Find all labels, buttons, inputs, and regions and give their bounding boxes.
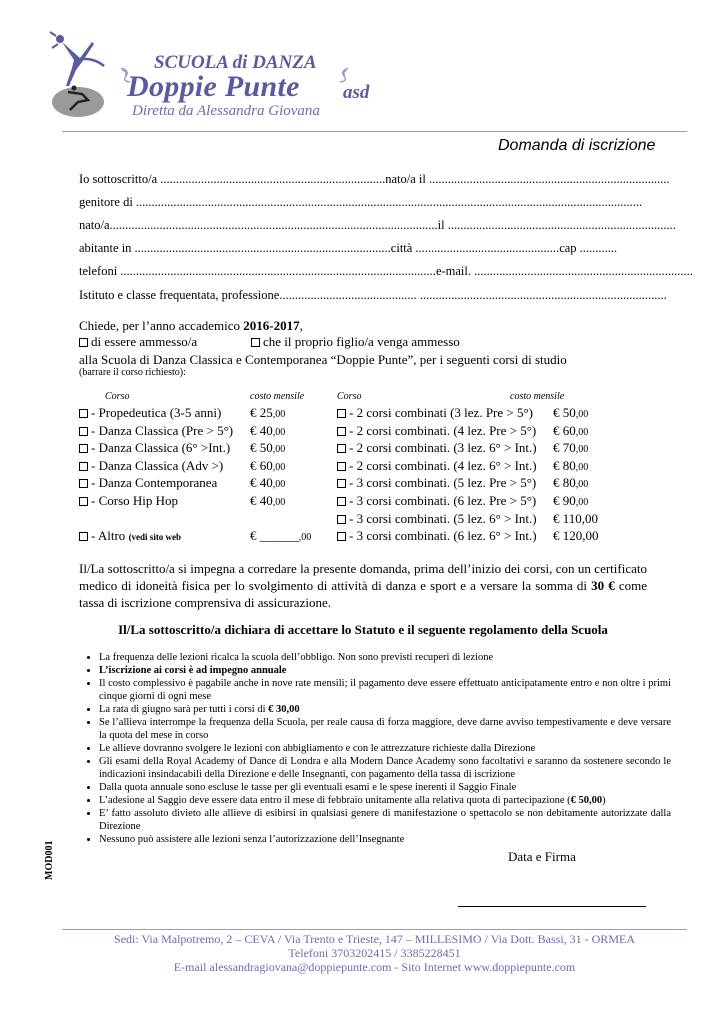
course-altro-price	[250, 528, 311, 544]
rule-item	[99, 742, 671, 755]
field-citta[interactable]: città ..............................................	[390, 241, 560, 255]
checkbox-icon[interactable]	[337, 409, 346, 418]
course-name: - 2 corsi combinati. (3 lez. 6° > Int.)	[349, 440, 537, 456]
course-price-value: € 40	[250, 475, 273, 491]
rule-item	[99, 651, 671, 664]
rule-text: E’ fatto assoluto divieto alle allieve di esibirsi in qualsiasi genere di manifestazione o spettacolo se non debitamente autorizzate dalla Direzione	[99, 808, 671, 832]
course-option[interactable]	[79, 440, 230, 456]
form-line-birth	[79, 218, 676, 233]
course-cents: ,00	[575, 497, 589, 508]
commitment-paragraph	[79, 560, 647, 611]
course-note: (vedi sito web	[128, 532, 182, 542]
course-name: - Corso Hip Hop	[91, 493, 179, 508]
course-price	[553, 493, 588, 509]
page-title: Domanda di iscrizione	[498, 137, 656, 154]
school-asd: asd	[343, 82, 370, 103]
course-option[interactable]	[79, 475, 217, 491]
course-name: - 3 corsi combinati. (6 lez. 6° > Int.)	[349, 528, 537, 544]
course-cents: ,00	[272, 444, 286, 456]
request-end: ,	[299, 318, 303, 333]
course-name: - 2 corsi combinati. (4 lez. 6° > Int.)	[349, 457, 537, 473]
field-email[interactable]: e-mail. ......................................................................	[435, 264, 693, 278]
course-price	[250, 440, 285, 456]
header-divider	[62, 131, 687, 132]
course-cents: ,00	[272, 479, 286, 491]
rule-amount: € 50,00	[570, 795, 603, 806]
mod-code: MOD001	[44, 840, 55, 880]
course-price-value: € 60	[250, 457, 273, 473]
course-price-value: € 40	[250, 422, 273, 438]
course-option[interactable]	[337, 511, 537, 527]
rule-text: Se l’allieva interrompe la frequenza della Scuola, per reale causa di forza maggiore, deve darne avviso tempestivamente e deve versare la quota del mese in corso	[99, 717, 671, 741]
form-line-parent	[79, 195, 643, 210]
rule-item	[99, 755, 671, 781]
course-price	[553, 405, 588, 421]
checkbox-icon[interactable]	[337, 515, 346, 524]
course-name: - Danza Contemporanea	[91, 475, 218, 491]
field-abitante[interactable]: abitante in ..................................................................................	[79, 241, 391, 255]
course-price	[553, 511, 598, 527]
course-price-value: € 60	[553, 422, 576, 438]
footer-email: E-mail alessandragiovana@doppiepunte.com - Sito Internet www.doppiepunte.com	[173, 960, 576, 974]
field-genitore[interactable]: genitore di ..................................................................................................................................................................	[79, 195, 643, 209]
footer-phones: Telefoni 3703202415 / 3385228451	[288, 946, 461, 960]
course-price-value: € 120,00	[553, 528, 599, 544]
course-price-value: € 40	[250, 493, 273, 508]
course-name: - 2 corsi combinati (3 lez. Pre > 5°)	[349, 405, 534, 420]
course-price	[553, 458, 588, 474]
signature-label: Data e Firma	[508, 849, 576, 864]
rule-item	[99, 716, 671, 742]
col-header-cost-right: costo mensile	[510, 391, 565, 402]
course-option[interactable]	[337, 423, 536, 439]
school-director: Diretta da Alessandra Giovana	[132, 103, 320, 119]
field-professione[interactable]: Istituto e classe frequentata, professione............................................ ...............................................................................	[79, 288, 667, 302]
checkbox-icon[interactable]	[337, 462, 346, 471]
col-header-course-left: Corso	[105, 391, 130, 402]
rule-item	[99, 833, 671, 846]
footer-divider	[62, 929, 687, 930]
course-name: - Danza Classica (Adv >)	[91, 457, 224, 473]
course-option[interactable]	[337, 528, 537, 544]
course-price-value: € 110,00	[553, 510, 599, 526]
checkbox-icon[interactable]	[79, 427, 88, 436]
course-cents: ,00	[575, 409, 589, 420]
course-price-value: € 50	[553, 405, 576, 420]
course-name: - Danza Classica (6° >Int.)	[91, 440, 231, 456]
request-text: Chiede, per l’anno accademico	[79, 318, 244, 333]
course-price-value: € 80	[553, 475, 576, 491]
signature-line[interactable]	[458, 906, 646, 907]
checkbox-icon[interactable]	[79, 338, 88, 347]
course-cents: ,00	[298, 532, 312, 543]
rule-text: Le allieve dovranno svolgere le lezioni con abbigliamento e con le attrezzature richieste dalla Direzione	[99, 743, 536, 754]
checkbox-icon[interactable]	[337, 444, 346, 453]
form-line-profession	[79, 288, 667, 303]
course-price	[553, 423, 588, 439]
course-option[interactable]	[79, 405, 221, 421]
checkbox-icon[interactable]	[337, 427, 346, 436]
field-cap[interactable]: cap ............	[559, 241, 618, 255]
field-il[interactable]: il .........................................................................	[437, 218, 676, 232]
course-cents: ,00	[272, 497, 286, 508]
course-option[interactable]	[337, 440, 537, 456]
course-name: - Propedeutica (3-5 anni)	[91, 405, 222, 420]
rule-text: L’adesione al Saggio deve essere data entro il mese di febbraio unitamente alla relativa quota di partecipazione (	[99, 795, 571, 806]
commitment-text: Il/La sottoscritto/a si impegna a corredare la presente domanda, prima dell’inizio dei corsi, con un certificato medico di idoneità fisica per lo svolgimento di attività di danza e sport e a versare la somma di	[79, 561, 647, 593]
course-price-value: € 50	[250, 440, 273, 456]
course-name: - 3 corsi combinati. (6 lez. Pre > 5°)	[349, 493, 537, 508]
course-name: - 3 corsi combinati. (5 lez. Pre > 5°)	[349, 475, 537, 491]
rule-text: La frequenza delle lezioni ricalca la scuola dell’obbligo. Non sono previsti recuperi di lezione	[99, 652, 494, 663]
course-price-value: € 25	[250, 405, 273, 420]
course-cents: ,00	[575, 426, 589, 438]
field-telefoni[interactable]: telefoni .....................................................................................................	[79, 264, 436, 278]
course-name: - 3 corsi combinati. (5 lez. 6° > Int.)	[349, 510, 537, 526]
school-line: alla Scuola di Danza Classica e Contemporanea “Doppie Punte”, per i seguenti corsi di studio	[79, 352, 567, 367]
course-cents: ,00	[575, 444, 589, 456]
ballerina-logo-icon	[48, 30, 128, 120]
academic-year: 2016-2017	[243, 318, 300, 333]
checkbox-icon[interactable]	[79, 409, 88, 418]
course-cents: ,00	[272, 461, 286, 473]
rules-list	[79, 651, 671, 846]
col-header-course-right: Corso	[337, 391, 362, 402]
course-price	[250, 493, 285, 509]
checkbox-icon[interactable]	[79, 462, 88, 471]
field-sottoscritto[interactable]: Io sottoscritto/a ........................................................................	[79, 172, 386, 186]
checkbox-icon[interactable]	[79, 497, 88, 506]
rule-text: L’iscrizione ai corsi è ad impegno annuale	[99, 665, 287, 676]
checkbox-icon[interactable]	[79, 479, 88, 488]
registration-fee: 30 €	[591, 578, 615, 593]
course-name: - Danza Classica (Pre > 5°)	[91, 422, 234, 438]
footer-addresses: Sedi: Via Malpotremo, 2 – CEVA / Via Trento e Trieste, 147 – MILLESIMO / Via Dott. Bassi, 31 - ORMEA	[114, 932, 635, 946]
course-price-value: € 80	[553, 457, 576, 473]
checkbox-icon[interactable]	[251, 338, 260, 347]
checkbox-icon[interactable]	[337, 497, 346, 506]
course-option[interactable]	[337, 475, 536, 491]
course-price	[250, 423, 285, 439]
course-cents: ,00	[272, 409, 286, 420]
course-price	[250, 458, 285, 474]
course-price-value: € 70	[553, 440, 576, 456]
rule-item	[99, 807, 671, 833]
request-note: (barrare il corso richiesto):	[79, 367, 186, 378]
field-nato-il[interactable]: nato/a il .............................................................................	[385, 172, 670, 186]
rule-item	[99, 794, 671, 807]
rule-text: Dalla quota annuale sono escluse le tasse per gli eventuali esami e le spese inerenti il Saggio Finale	[99, 782, 517, 793]
course-option[interactable]	[79, 458, 223, 474]
course-price: € ______	[250, 528, 299, 543]
course-name: - 2 corsi combinati. (4 lez. Pre > 5°)	[349, 422, 537, 438]
option-child[interactable]	[251, 334, 460, 350]
course-option[interactable]	[337, 493, 536, 509]
form-line-contacts	[79, 264, 693, 279]
course-altro[interactable]	[79, 528, 181, 544]
field-nato-a[interactable]: nato/a.........................................................................................................	[79, 218, 438, 232]
col-header-cost-left: costo mensile	[250, 391, 305, 402]
rule-item	[99, 677, 671, 703]
course-price-value: € 90	[553, 493, 576, 508]
rule-text: Nessuno può assistere alle lezioni senza l’autorizzazione dell’Insegnante	[99, 834, 405, 845]
checkbox-icon[interactable]	[337, 479, 346, 488]
rule-text: Il costo complessivo è pagabile anche in nove rate mensili; il pagamento deve essere effettuato anticipatamente entro e non oltre i primi cinque giorni di ogni mese	[99, 678, 671, 702]
commitment-end: come tassa di iscrizione comprensiva di assicurazione.	[79, 578, 648, 610]
school-name: Doppie Punte	[127, 70, 300, 103]
course-price	[250, 475, 285, 491]
rule-text: La rata di giugno sarà per tutti i corsi di	[99, 704, 269, 715]
course-cents: ,00	[272, 426, 286, 438]
school-name-line1: SCUOLA di DANZA	[154, 52, 317, 73]
rule-amount: € 30,00	[268, 704, 300, 715]
request-line	[79, 317, 647, 334]
course-cents: ,00	[575, 479, 589, 491]
regulation-title: Il/La sottoscritto/a dichiara di accettare lo Statuto e il seguente regolamento della Scuola	[118, 622, 608, 637]
course-option[interactable]	[79, 423, 233, 439]
checkbox-icon[interactable]	[337, 532, 346, 541]
rule-item	[99, 664, 671, 677]
course-price	[553, 440, 588, 456]
course-option[interactable]	[337, 405, 533, 421]
rule-after: )	[602, 795, 606, 806]
rule-item	[99, 781, 671, 794]
option-self[interactable]	[79, 334, 197, 350]
rule-text: Gli esami della Royal Academy of Dance di Londra e alla Modern Dance Academy sono facoltativi e saranno da sostenere secondo le indicazioni insindacabili della Direzione e delle Insegnanti, con pagamento della tassa di iscrizione	[99, 756, 671, 780]
course-price	[553, 528, 599, 544]
checkbox-icon[interactable]	[79, 444, 88, 453]
course-cents: ,00	[575, 461, 589, 473]
form-line-name	[79, 172, 670, 187]
course-option[interactable]	[337, 458, 537, 474]
option-child-label: che il proprio figlio/a venga ammesso	[263, 334, 460, 349]
course-option[interactable]	[79, 493, 178, 509]
rule-item	[99, 703, 671, 716]
option-self-label: di essere ammesso/a	[91, 334, 198, 349]
form-line-address	[79, 241, 639, 256]
checkbox-icon[interactable]	[79, 532, 88, 541]
course-price	[553, 475, 588, 491]
course-price	[250, 405, 285, 421]
course-name: - Altro	[91, 528, 126, 543]
